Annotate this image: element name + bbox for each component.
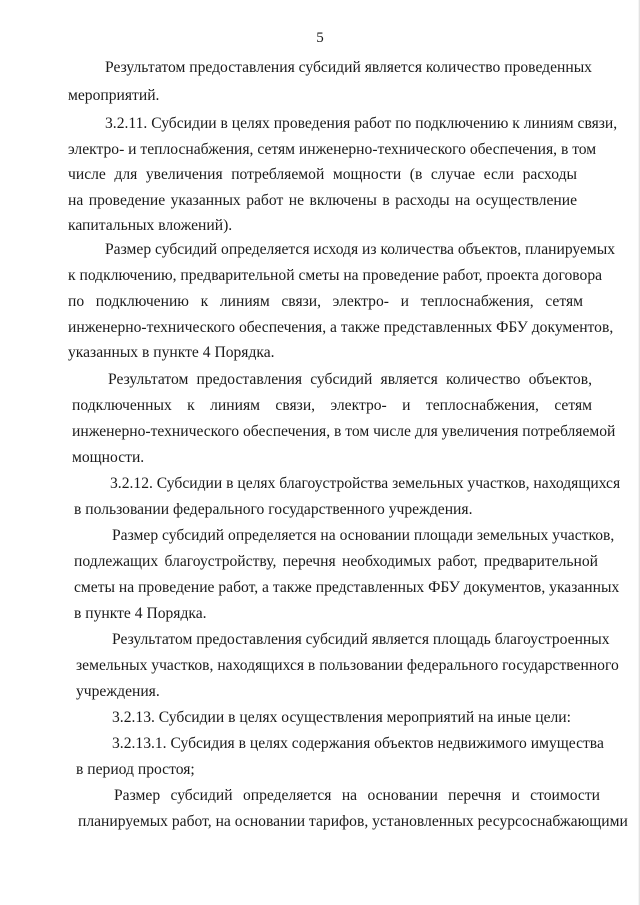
text-line: в пункте 4 Порядка. <box>74 605 207 622</box>
text-line: капитальных вложений). <box>68 217 233 234</box>
text-line: 3.2.13.1. Субсидия в целях содержания объектов недвижимого имущества <box>112 735 604 752</box>
text-line: сметы на проведение работ, а также представленных ФБУ документов, указанных <box>74 579 620 596</box>
text-line: указанных в пункте 4 Порядка. <box>68 344 275 361</box>
text-line: учреждения. <box>76 683 160 700</box>
text-line: Результатом предоставления субсидий является количество проведенных <box>105 59 592 76</box>
text-line: мощности. <box>72 449 145 466</box>
text-line: подлежащих благоустройству, перечня необходимых работ, предварительной <box>74 553 598 570</box>
text-line: на проведение указанных работ не включены в расходы на осуществление <box>68 192 577 209</box>
text-line: инженерно-технического обеспечения, а также представленных ФБУ документов, <box>68 319 614 336</box>
text-line: подключенных к линиям связи, электро- и теплоснабжения, сетям <box>72 397 592 414</box>
text-line: Результатом предоставления субсидий является площадь благоустроенных <box>112 631 610 648</box>
text-line: планируемых работ, на основании тарифов, установленных ресурсоснабжающими <box>78 813 628 830</box>
text-line: 3.2.12. Субсидии в целях благоустройства земельных участков, находящихся <box>110 475 621 492</box>
text-line: Результатом предоставления субсидий является количество объектов, <box>108 371 592 388</box>
text-line: инженерно-технического обеспечения, в том числе для увеличения потребляемой <box>72 423 616 440</box>
text-line: электро- и теплоснабжения, сетям инженерно-технического обеспечения, в том <box>68 141 597 158</box>
text-line: к подключению, предварительной сметы на проведение работ, проекта договора <box>68 267 603 284</box>
text-line: 3.2.11. Субсидии в целях проведения работ по подключению к линиям связи, <box>105 115 618 132</box>
text-line: Размер субсидий определяется исходя из количества объектов, планируемых <box>105 241 616 258</box>
text-line: мероприятий. <box>68 87 160 104</box>
text-line: по подключению к линиям связи, электро- и теплоснабжения, сетям <box>68 293 583 310</box>
text-line: Размер субсидий определяется на основании перечня и стоимости <box>114 787 600 804</box>
text-line: в период простоя; <box>76 761 195 778</box>
text-line: земельных участков, находящихся в пользовании федерального государственного <box>76 657 619 674</box>
text-line: Размер субсидий определяется на основании площади земельных участков, <box>112 527 615 544</box>
text-line: числе для увеличения потребляемой мощности (в случае если расходы <box>68 166 577 183</box>
page-number: 5 <box>316 30 324 46</box>
text-line: в пользовании федерального государственного учреждения. <box>74 501 473 518</box>
text-line: 3.2.13. Субсидии в целях осуществления мероприятий на иные цели: <box>112 709 571 726</box>
